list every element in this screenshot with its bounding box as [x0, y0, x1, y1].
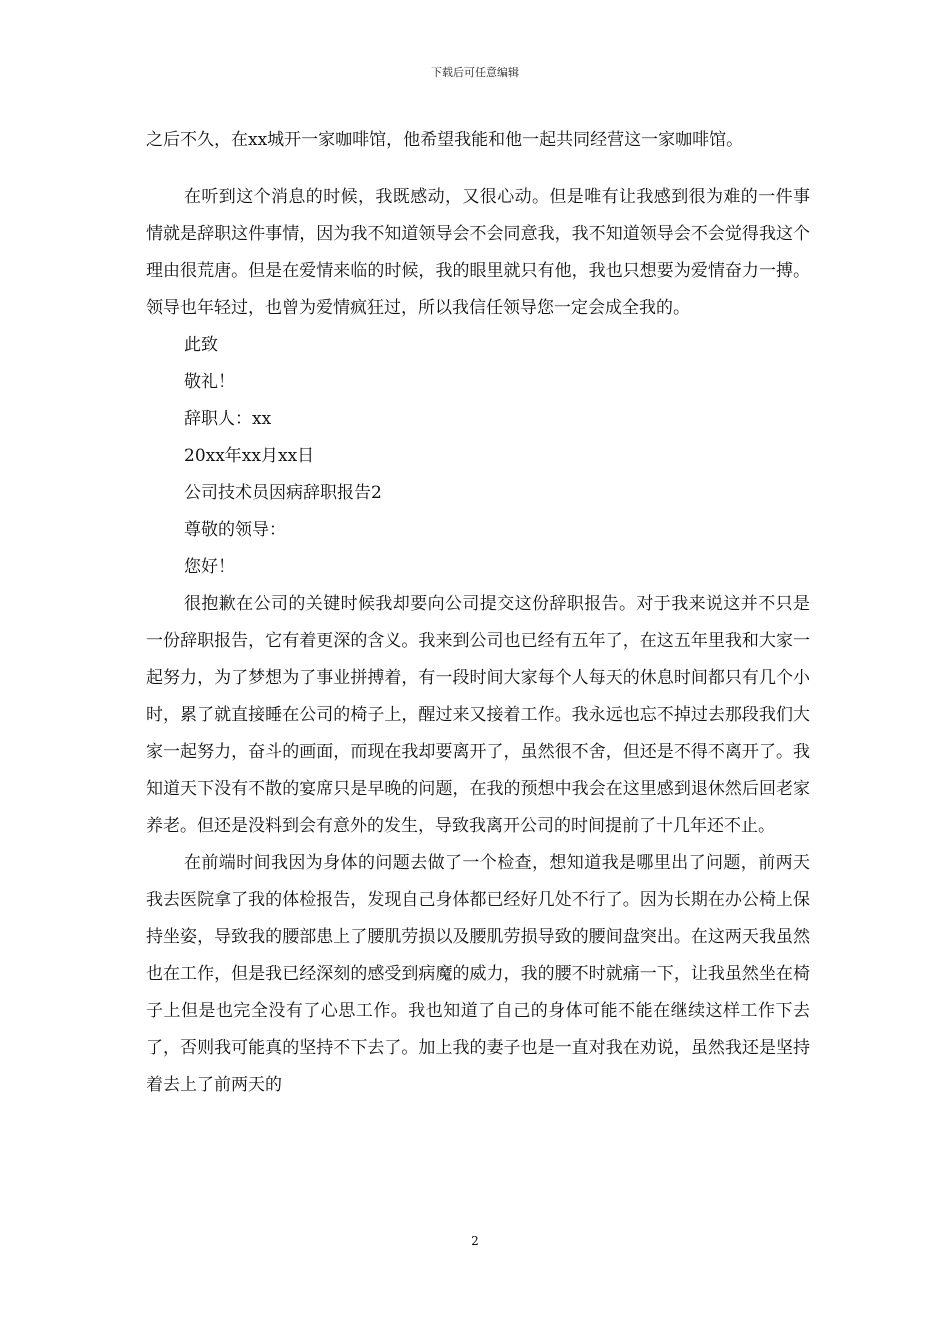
date-line: 20xx年xx月xx日 — [184, 446, 315, 466]
page-header: 下载后可任意编辑 — [431, 66, 519, 79]
page-number: 2 — [471, 1234, 479, 1248]
section-title: 公司技术员因病辞职报告2 — [184, 483, 382, 503]
closing-line: 敬礼！ — [184, 372, 235, 392]
paragraph: 很抱歉在公司的关键时候我却要向公司提交这份辞职报告。对于我来说这并不只是一份辞职报告，它有着更深的含义。我来到公司也已经有五年了，在这五年里我和大家一起努力，为了梦想为了事业拼搏着，有一段时间大家每个人每天的休息时间都只有几个小时，累了就直接睡在公司的椅子上，醒过来又接着工作。我永远也忘不掉过去那段我们大家一起努力，奋斗的画面，而现在我却要离开了，虽然很不舍，但还是不得不离开了。我知道天下没有不散的宴席只是早晚的问题，在我的预想中我会在这里感到退休然后回老家养老。但还是没料到会有意外的发生，导致我离开公司的时间提前了十几年还不止。 — [146, 594, 810, 836]
paragraph: 在前端时间我因为身体的问题去做了一个检查，想知道我是哪里出了问题，前两天我去医院拿了我的体检报告，发现自己身体都已经好几处不行了。因为长期在办公椅上保持坐姿，导致我的腰部患上了腰肌劳损以及腰肌劳损导致的腰间盘突出。在这两天我虽然也在工作，但是我已经深刻的感受到病魔的威力，我的腰不时就痛一下，让我虽然坐在椅子上但是也完全没有了心思工作。我也知道了自己的身体可能不能在继续这样工作下去了，否则我可能真的坚持不下去了。加上我的妻子也是一直对我在劝说，虽然我还是坚持着去上了前两天的 — [146, 853, 810, 1095]
closing-line: 此致 — [184, 335, 218, 355]
signature-line: 辞职人：xx — [184, 409, 272, 429]
salutation: 尊敬的领导： — [184, 520, 286, 540]
document-body — [146, 122, 810, 1104]
greeting: 您好！ — [184, 557, 235, 577]
paragraph-gap — [146, 159, 810, 179]
paragraph: 在听到这个消息的时候，我既感动，又很心动。但是唯有让我感到很为难的一件事情就是辞职这件事情，因为我不知道领导会不会同意我，我不知道领导会不会觉得我这个理由很荒唐。但是在爱情来临的时候，我的眼里就只有他，我也只想要为爱情奋力一搏。领导也年轻过，也曾为爱情疯狂过，所以我信任领导您一定会成全我的。 — [146, 187, 810, 318]
paragraph-continued: 之后不久，在xx城开一家咖啡馆，他希望我能和他一起共同经营这一家咖啡馆。 — [146, 130, 744, 150]
